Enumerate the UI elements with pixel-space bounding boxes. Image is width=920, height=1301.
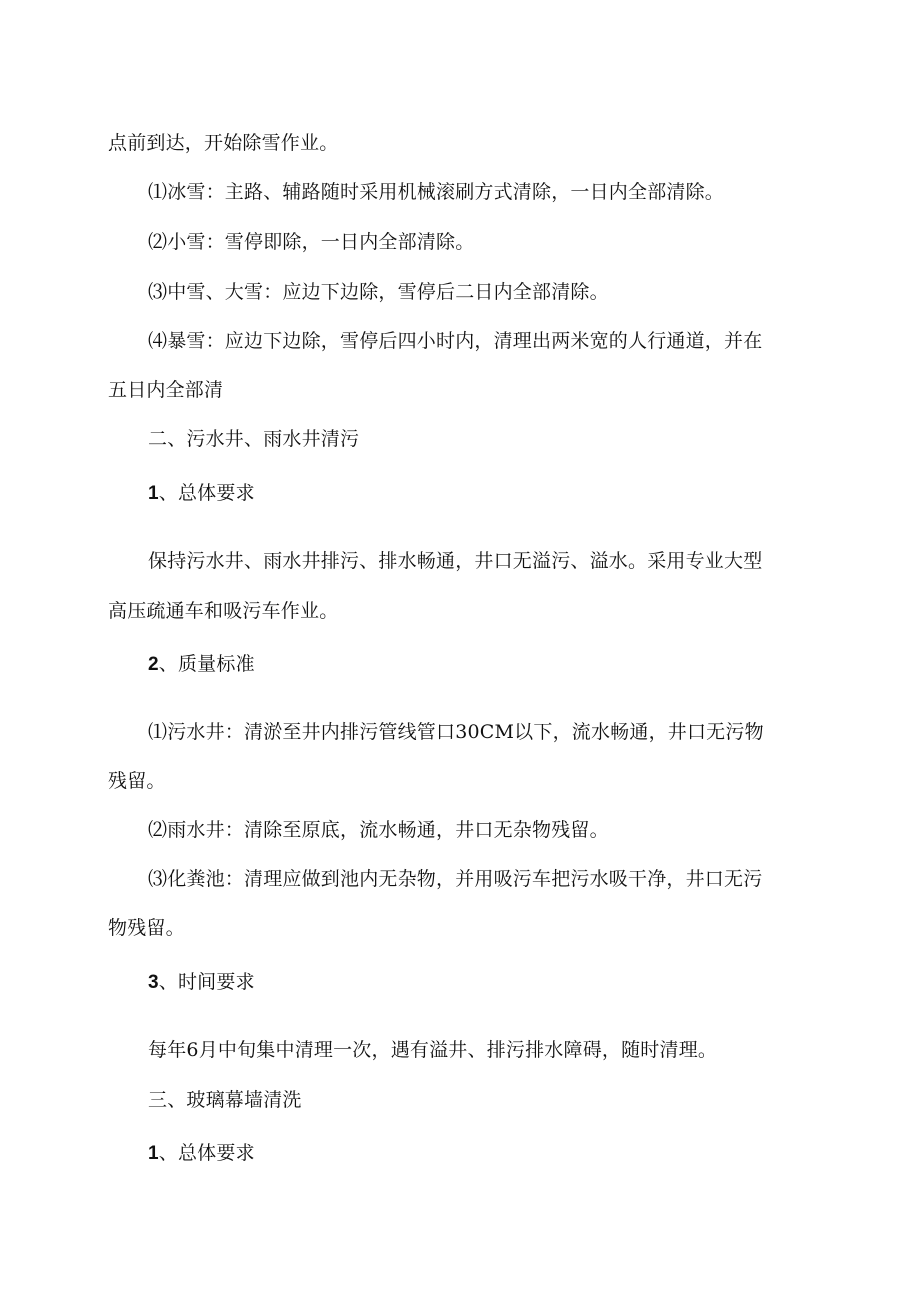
subheading-time-requirements xyxy=(148,970,848,995)
list-item-blizzard-continued: 五日内全部清 xyxy=(108,379,224,401)
subheading-number: 3 xyxy=(148,972,159,993)
subheading-title: 、总体要求 xyxy=(158,1142,255,1164)
paragraph-line: 点前到达，开始除雪作业。 xyxy=(108,132,339,154)
list-item-light-snow: ⑵小雪：雪停即除，一日内全部清除。 xyxy=(148,231,475,253)
list-item-rain-well: ⑵雨水井：清除至原底，流水畅通，井口无杂物残留。 xyxy=(148,819,609,841)
section-heading-sewer-cleaning: 二、污水井、雨水井清污 xyxy=(148,428,360,450)
paragraph-line: 保持污水井、雨水井排污、排水畅通，井口无溢污、溢水。采用专业大型 xyxy=(148,550,763,572)
subheading-general-requirements xyxy=(148,481,848,506)
list-item-sewer-well: ⑴污水井：清淤至井内排污管线管口30CM以下，流水畅通，井口无污物 xyxy=(148,721,764,743)
section-heading-glass-curtain-wall: 三、玻璃幕墙清洗 xyxy=(148,1089,302,1111)
subheading-title: 、质量标准 xyxy=(158,653,255,675)
subheading-number: 1 xyxy=(148,1143,159,1164)
paragraph-line: 每年6月中旬集中清理一次，遇有溢井、排污排水障碍，随时清理。 xyxy=(148,1039,718,1061)
subheading-quality-standards xyxy=(148,652,848,677)
list-item-septic-tank: ⑶化粪池：清理应做到池内无杂物，并用吸污车把污水吸干净，井口无污 xyxy=(148,868,763,890)
list-item-septic-tank-continued: 物残留。 xyxy=(108,917,185,939)
subheading-title: 、时间要求 xyxy=(158,971,255,993)
subheading-general-requirements xyxy=(148,1141,848,1166)
list-item-moderate-heavy-snow: ⑶中雪、大雪：应边下边除，雪停后二日内全部清除。 xyxy=(148,281,609,303)
list-item-blizzard: ⑷暴雪：应边下边除，雪停后四小时内，清理出两米宽的人行通道，并在 xyxy=(148,330,763,352)
paragraph-line: 高压疏通车和吸污车作业。 xyxy=(108,600,339,622)
list-item-ice-snow: ⑴冰雪：主路、辅路随时采用机械滚刷方式清除，一日内全部清除。 xyxy=(148,181,725,203)
list-item-sewer-well-continued: 残留。 xyxy=(108,770,166,792)
subheading-number: 2 xyxy=(148,654,159,675)
subheading-number: 1 xyxy=(148,483,159,504)
subheading-title: 、总体要求 xyxy=(158,482,255,504)
